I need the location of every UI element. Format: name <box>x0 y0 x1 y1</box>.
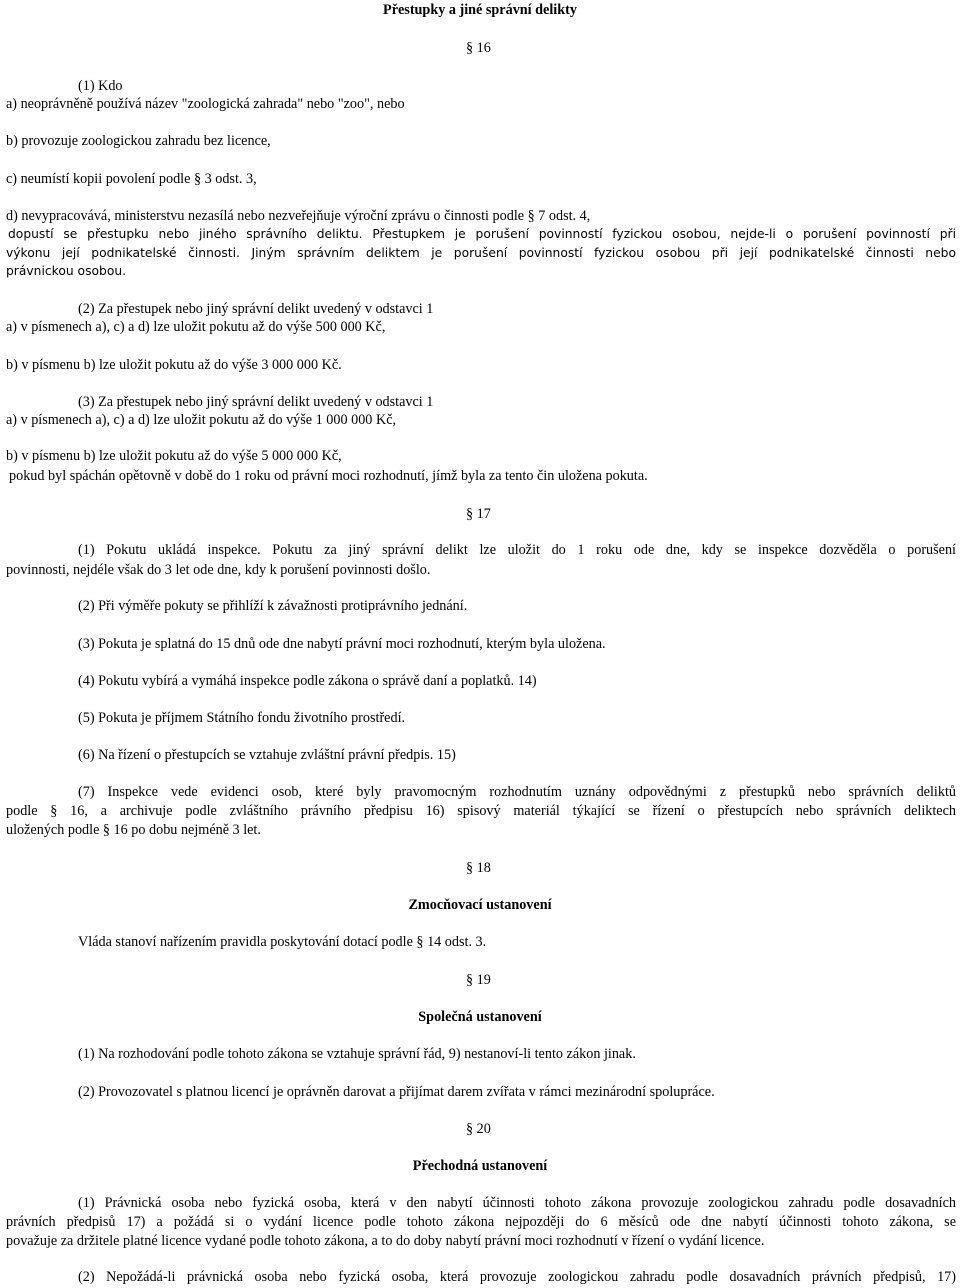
s17-p7-line3: uložených podle § 16 po dobu nejméně 3 let. <box>6 822 261 838</box>
s16-line-e3: právnickou osobou. <box>6 264 127 278</box>
section-18-heading: § 18 <box>466 860 491 876</box>
s17-p1-line1: (1) Pokutu ukládá inspekce. Pokutu za jiný správní delikt lze uložit do 1 roku ode dne, kdy se inspekce dozvěděla o porušení <box>78 542 956 558</box>
s17-p2: (2) Při výměře pokuty se přihlíží k závažnosti protiprávního jednání. <box>78 598 468 614</box>
s17-p3: (3) Pokuta je splatná do 15 dnů ode dne nabytí právní moci rozhodnutí, kterým byla uložena. <box>78 636 606 652</box>
section-16-heading: § 16 <box>466 40 491 56</box>
s16-p2-intro: (2) Za přestupek nebo jiný správní delikt uvedený v odstavci 1 <box>78 301 434 317</box>
page-title: Přestupky a jiné správní delikty <box>383 2 577 18</box>
s16-p3-item-a: a) v písmenech a), c) a d) lze uložit pokutu až do výše 1 000 000 Kč, <box>6 412 397 428</box>
s16-p3-item-b: b) v písmenu b) lze uložit pokutu až do výše 5 000 000 Kč, <box>6 448 342 464</box>
section-17-heading: § 17 <box>466 506 491 522</box>
s16-item-b: b) provozuje zoologickou zahradu bez licence, <box>6 133 271 149</box>
s16-item-d: d) nevypracovává, ministerstvu nezasílá nebo nezveřejňuje výroční zprávu o činnosti podle § 7 odst. 4, <box>6 208 591 224</box>
s20-p1-line1: (1) Právnická osoba nebo fyzická osoba, která v den nabytí účinnosti tohoto zákona provozuje zoologickou zahradu podle dosavadních <box>78 1195 956 1211</box>
section-19-heading: § 19 <box>466 972 491 988</box>
s20-p2-line1: (2) Nepožádá-li právnická osoba nebo fyzická osoba, která provozuje zoologickou zahradu podle dosavadních právních předpisů, 17) <box>78 1269 956 1285</box>
s19-p1: (1) Na rozhodování podle tohoto zákona se vztahuje správní řád, 9) nestanoví-li tento zákon jinak. <box>78 1046 636 1062</box>
s17-p6: (6) Na řízení o přestupcích se vztahuje zvláštní právní předpis. 15) <box>78 747 456 763</box>
s16-p1-intro: (1) Kdo <box>78 78 123 94</box>
section-20-heading: § 20 <box>466 1121 491 1137</box>
s16-p2-item-a: a) v písmenech a), c) a d) lze uložit pokutu až do výše 500 000 Kč, <box>6 319 386 335</box>
s16-item-a: a) neoprávněně používá název "zoologická zahrada" nebo "zoo", nebo <box>6 96 405 112</box>
s16-p3-tail: pokud byl spáchán opětovně v době do 1 roku od právní moci rozhodnutí, jímž byla za tento čin uložena pokuta. <box>9 468 648 484</box>
s20-title: Přechodná ustanovení <box>412 1158 548 1174</box>
s18-title: Zmocňovací ustanovení <box>408 897 552 913</box>
s17-p5: (5) Pokuta je příjmem Státního fondu životního prostředí. <box>78 710 406 726</box>
s20-p1-line2: právních předpisů 17) a požádá si o vydání licence podle tohoto zákona nejpozději do 6 měsíců ode dne nabytí účinnosti tohoto zákona, se <box>6 1214 956 1230</box>
s17-p7-line1: (7) Inspekce vede evidenci osob, které byly pravomocným rozhodnutím uznány odpovědnými z přestupků nebo správních deliktů <box>78 784 956 800</box>
s16-item-c: c) neumístí kopii povolení podle § 3 odst. 3, <box>6 171 257 187</box>
s16-line-e2: výkonu její podnikatelské činnosti. Jiným správním deliktem je porušení povinností fyzickou osobou při její podnikatelské činnosti nebo <box>6 246 956 260</box>
s16-line-e1: dopustí se přestupku nebo jiného správního deliktu. Přestupkem je porušení povinností fyzickou osobou, nejde-li o porušení povinností při <box>8 227 956 241</box>
s18-text: Vláda stanoví nařízením pravidla poskytování dotací podle § 14 odst. 3. <box>78 934 487 950</box>
s19-title: Společná ustanovení <box>418 1009 542 1025</box>
s17-p7-line2: podle § 16, a archivuje podle zvláštního právního předpisu 16) spisový materiál týkající se řízení o přestupcích nebo správních deliktech <box>6 803 956 819</box>
s16-p3-intro: (3) Za přestupek nebo jiný správní delikt uvedený v odstavci 1 <box>78 394 434 410</box>
s20-p1-line3: považuje za držitele platné licence vydané podle tohoto zákona, a to do doby nabytí právní moci rozhodnutí v řízení o vydání licence. <box>6 1233 765 1249</box>
s17-p1-line2: povinnosti, nejdéle však do 3 let ode dne, kdy k porušení povinnosti došlo. <box>6 562 431 578</box>
s17-p4: (4) Pokutu vybírá a vymáhá inspekce podle zákona o správě daní a poplatků. 14) <box>78 673 537 689</box>
s19-p2: (2) Provozovatel s platnou licencí je oprávněn darovat a přijímat darem zvířata v rámci mezinárodní spolupráce. <box>78 1084 715 1100</box>
s16-p2-item-b: b) v písmenu b) lze uložit pokutu až do výše 3 000 000 Kč. <box>6 357 342 373</box>
